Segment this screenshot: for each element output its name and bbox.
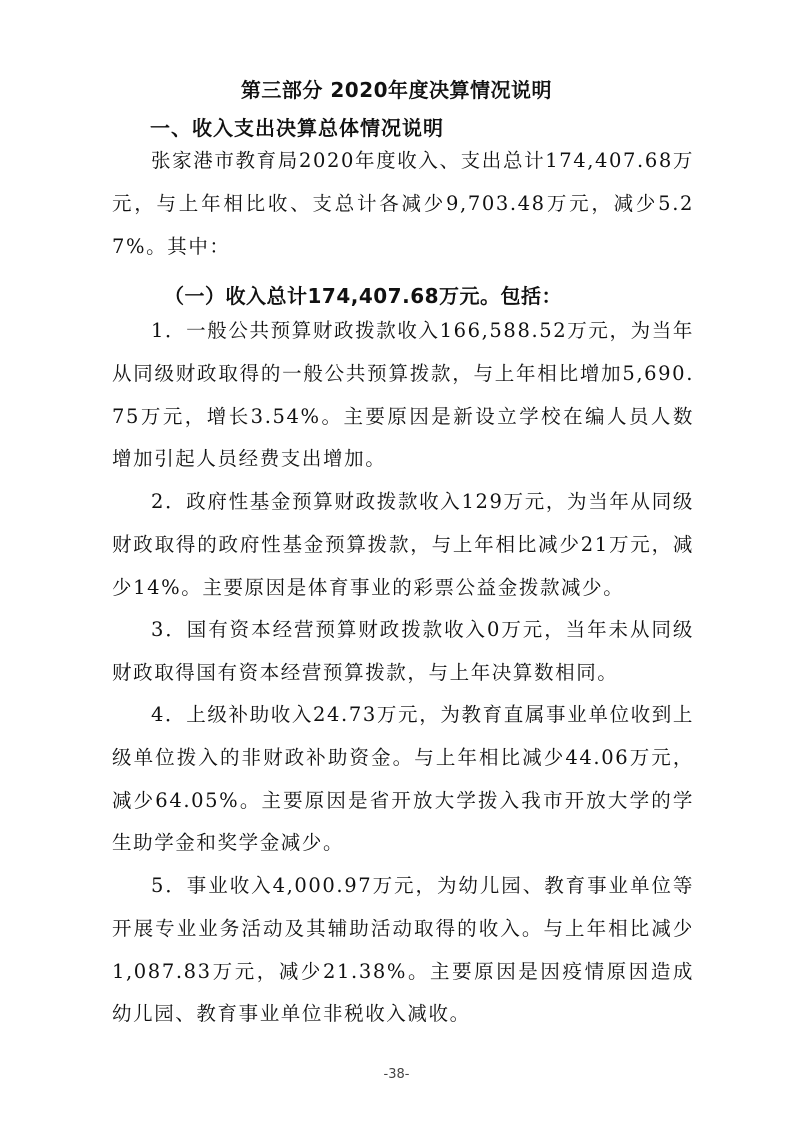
section-heading: 一、收入支出决算总体情况说明	[150, 116, 444, 140]
subsection-heading: （一）收入总计174,407.68万元。包括：	[164, 284, 563, 308]
page-number: -38-	[383, 1067, 410, 1082]
income-item-3: 3．国有资本经营预算财政拨款收入0万元，当年未从同级财政取得国有资本经营预算拨款，与上年决算数相同。	[112, 618, 694, 684]
page-title: 第三部分 2020年度决算情况说明	[240, 78, 553, 102]
intro-paragraph: 张家港市教育局2020年度收入、支出总计174,407.68万元，与上年相比收、支总计各减少9,703.48万元，减少5.27%。其中：	[112, 149, 694, 258]
income-item-5: 5．事业收入4,000.97万元，为幼儿园、教育事业单位等开展专业业务活动及其辅助活动取得的收入。与上年相比减少1,087.83万元，减少21.38%。主要原因是因疫情原因造成幼儿园、教育事业单位非税收入减收。	[112, 874, 694, 1026]
income-item-4: 4．上级补助收入24.73万元，为教育直属事业单位收到上级单位拨入的非财政补助资金。与上年相比减少44.06万元，减少64.05%。主要原因是省开放大学拨入我市开放大学的学生助学金和奖学金减少。	[112, 703, 694, 855]
income-item-2: 2．政府性基金预算财政拨款收入129万元，为当年从同级财政取得的政府性基金预算拨款，与上年相比减少21万元，减少14%。主要原因是体育事业的彩票公益金拨款减少。	[112, 490, 694, 599]
income-item-1: 1．一般公共预算财政拨款收入166,588.52万元，为当年从同级财政取得的一般公共预算拨款，与上年相比增加5,690.75万元，增长3.54%。主要原因是新设立学校在编人员人数增加引起人员经费支出增加。	[112, 319, 694, 471]
